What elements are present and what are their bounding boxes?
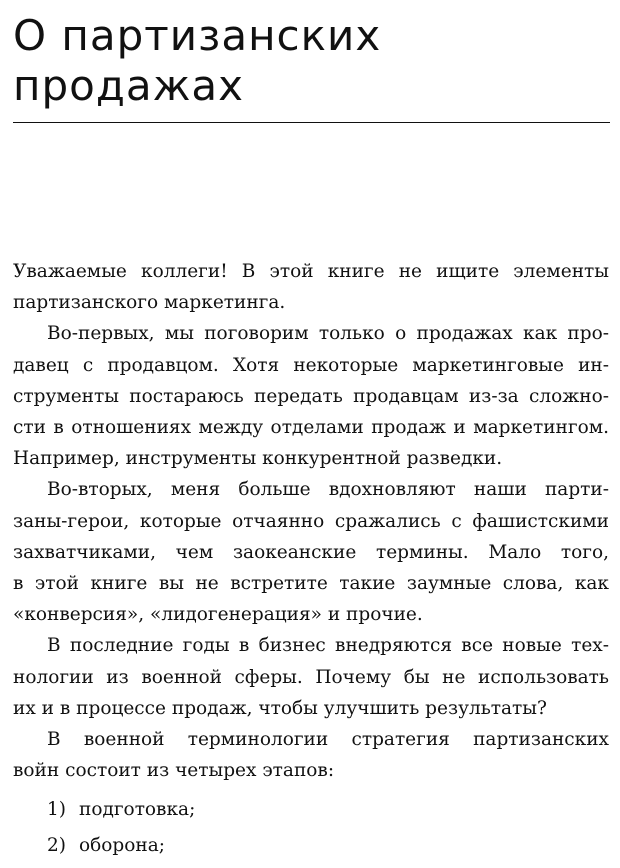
paragraph-line: захватчиками, чем заокеанские термины. Мало того, xyxy=(13,541,609,563)
paragraph xyxy=(13,256,609,318)
chapter-title xyxy=(13,11,613,111)
paragraph-line: войн состоит из четырех этапов: xyxy=(13,760,335,782)
paragraph-line: нологии из военной сферы. Почему бы не использовать xyxy=(13,666,609,688)
list-item-text: оборона; xyxy=(79,835,165,857)
paragraph-line: «конверсия», «лидогенерация» и прочие. xyxy=(13,604,423,626)
paragraph-line: Например, инструменты конкурентной разведки. xyxy=(13,448,503,470)
paragraph xyxy=(13,630,609,724)
paragraph-line: Во-вторых, меня больше вдохновляют наши парти- xyxy=(47,479,609,501)
list-item xyxy=(13,792,609,828)
paragraph xyxy=(13,318,609,474)
chapter-title-line: О партизанских xyxy=(13,11,382,60)
chapter-title-line: продажах xyxy=(13,61,245,110)
paragraph-line: струменты постараюсь передать продавцам из-за сложно- xyxy=(13,385,609,407)
paragraph-line: Во-первых, мы поговорим только о продажах как про- xyxy=(47,323,609,345)
paragraph-line: давец с продавцом. Хотя некоторые маркетинговые ин- xyxy=(13,354,609,376)
paragraph-line: В последние годы в бизнес внедряются все новые тех- xyxy=(47,635,609,657)
list-item-text: подготовка; xyxy=(79,799,196,821)
paragraph-line: В военной терминологии стратегия партизанских xyxy=(47,729,609,751)
paragraph-line: заны-герои, которые отчаянно сражались с фашистскими xyxy=(13,510,609,532)
stages-list xyxy=(13,792,609,864)
paragraph-line: Уважаемые коллеги! В этой книге не ищите элементы xyxy=(13,261,609,282)
paragraph-line: сти в отношениях между отделами продаж и маркетингом. xyxy=(13,417,609,439)
list-marker: 2) xyxy=(47,835,66,857)
list-item xyxy=(13,828,609,864)
paragraphs xyxy=(13,256,609,786)
paragraph-line: их и в процессе продаж, чтобы улучшить результаты? xyxy=(13,697,547,719)
title-divider xyxy=(13,122,610,123)
body-text xyxy=(13,256,609,864)
list-marker: 1) xyxy=(47,799,66,821)
paragraph xyxy=(13,724,609,786)
paragraph-line: партизанского маркетинга. xyxy=(13,292,286,314)
paragraph xyxy=(13,474,609,630)
paragraph-line: в этой книге вы не встретите такие заумные слова, как xyxy=(13,573,609,595)
